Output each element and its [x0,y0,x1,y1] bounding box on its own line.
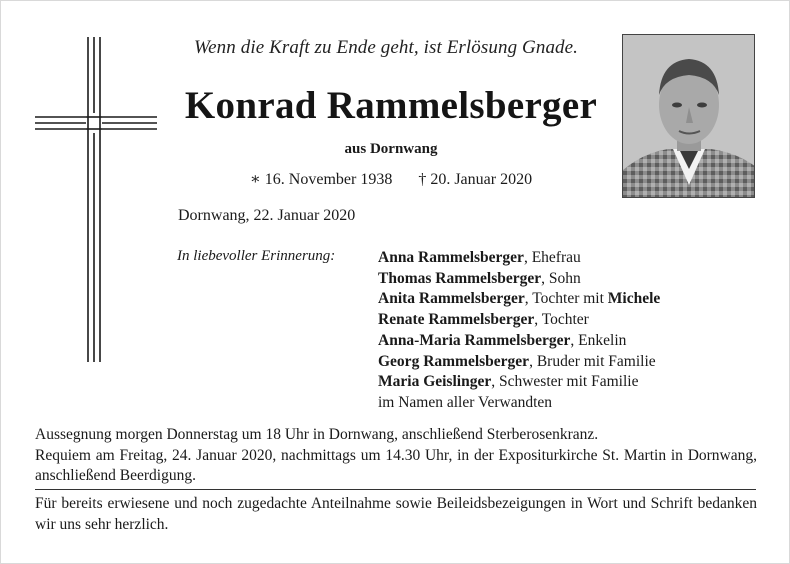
list-item [378,310,660,331]
list-item [378,372,660,393]
motto: Wenn die Kraft zu Ende geht, ist Erlösung Gnade. [193,37,579,58]
mourner-relation: , Tochter mit [524,290,608,308]
mourner-name: Georg Rammelsberger [378,352,530,370]
mourner-relation: , Schwester mit Familie [491,373,639,391]
deceased-origin: aus Dornwang [344,141,438,157]
mourner-name: Anna Rammelsberger [378,249,524,266]
portrait-photo [622,34,755,198]
mourner-name: Anita Rammelsberger [378,290,525,308]
mourner-name: Thomas Rammelsberger [378,269,542,287]
list-item [378,393,660,414]
life-dates [161,169,621,189]
mourner-relation: , Enkelin [570,331,627,349]
deceased-name: Konrad Rammelsberger [184,84,598,127]
birth-date: ∗ 16. November 1938 [249,171,393,188]
funeral-notice [35,425,757,487]
cross-icon [31,37,161,362]
death-date: † 20. Januar 2020 [418,171,533,188]
mourner-relation: , Sohn [541,269,581,287]
thanks-text: Für bereits erwiesene und noch zugedachte Anteilnahme sowie Beileidsbezeigungen in Wort und Schrift bedanken wir uns sehr herzlich. [35,495,757,533]
memory-label: In liebevoller Erinnerung: [177,248,336,264]
mourner-relation: , Ehefrau [523,249,581,266]
divider [35,489,756,490]
mourner-name: Renate Rammelsberger [378,311,535,329]
list-item [378,331,660,352]
list-item [378,269,660,290]
mourner-relation: im Namen aller Verwandten [378,393,553,411]
mourner-extra: Michele [607,290,661,308]
mourner-relation: , Tochter [534,311,589,329]
mourner-name: Maria Geislinger [378,373,492,391]
mourners-list [378,248,660,414]
place-date: Dornwang, 22. Januar 2020 [178,207,356,224]
mourner-relation: , Bruder mit Familie [529,352,656,370]
requiem-line: Requiem am Freitag, 24. Januar 2020, nachmittags um 14.30 Uhr, in der Expositurkirche St. Martin in Dornwang, anschließend Beerdigung. [35,446,757,484]
mourner-name: Anna-Maria Rammelsberger [378,331,571,349]
blessing-line: Aussegnung morgen Donnerstag um 18 Uhr in Dornwang, anschließend Sterberosenkranz. [35,426,599,443]
list-item [378,289,660,310]
list-item [378,248,660,269]
list-item [378,352,660,373]
